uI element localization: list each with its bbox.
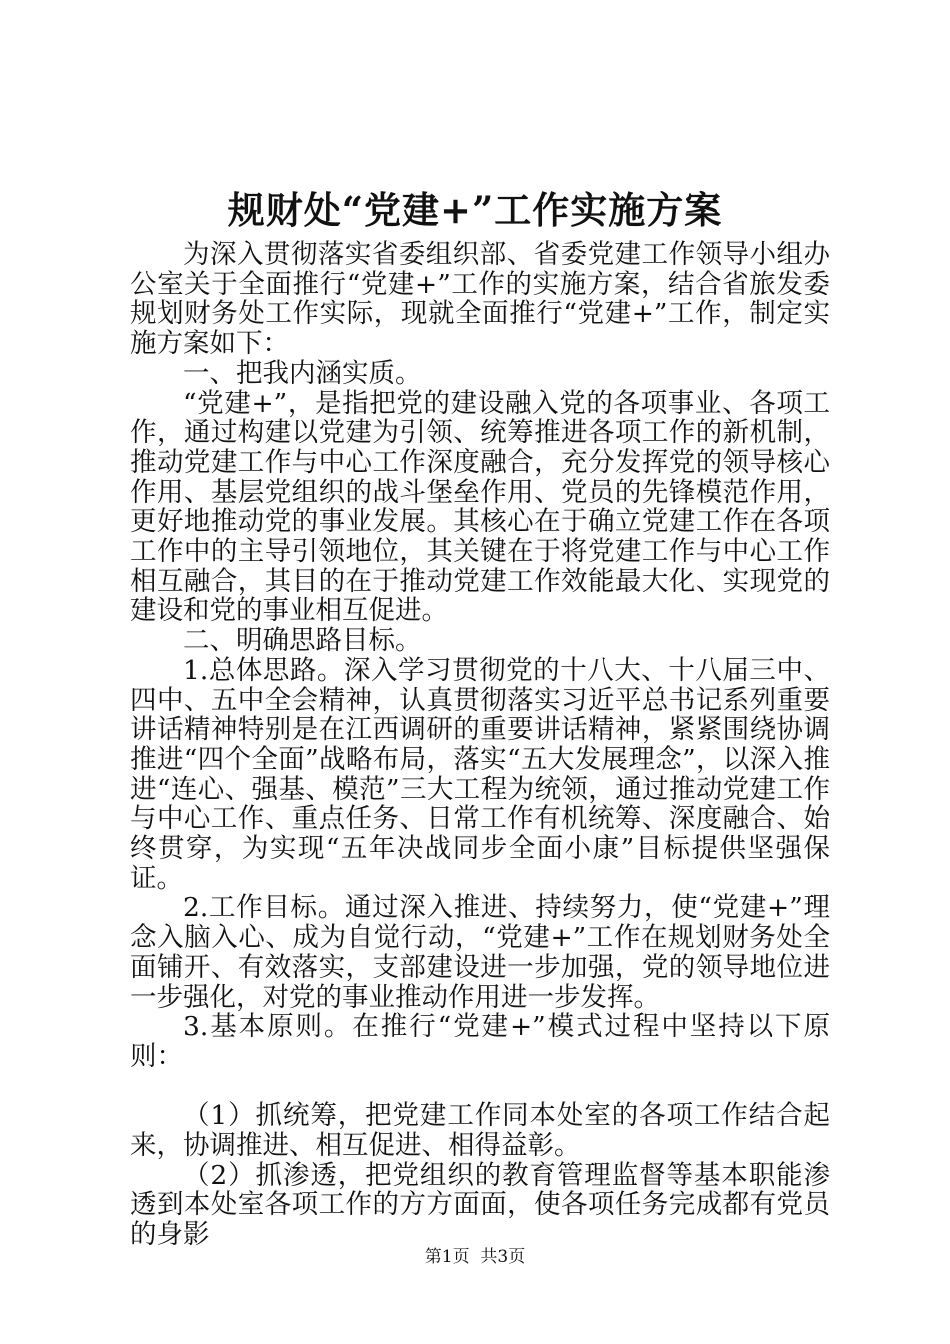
paragraph-intro: 为深入贯彻落实省委组织部、省委党建工作领导小组办公室关于全面推行“党建+”工作的实施方案，结合省旅发委规划财务处工作实际，现就全面推行“党建+”工作，制定实施方案如下： bbox=[130, 239, 830, 360]
paragraph-basic-principles: 3.基本原则。在推行“党建+”模式过程中坚持以下原则： bbox=[130, 1011, 830, 1072]
page-total: 共3页 bbox=[480, 1247, 526, 1267]
section-heading-1: 一、把我内涵实质。 bbox=[183, 357, 422, 389]
paragraph-principle-2: （2）抓渗透，把党组织的教育管理监督等基本职能渗透到本处室各项工作的方方面面，使各项任务完成都有党员的身影 bbox=[130, 1159, 830, 1251]
paragraph-overall-approach: 1.总体思路。深入学习贯彻党的十八大、十八届三中、四中、五中全会精神，认真贯彻落实习近平总书记系列重要讲话精神特别是在江西调研的重要讲话精神，紧紧围绕协调推进“四个全面”战略布局，落实“五大发展理念”，以深入推进“连心、强基、模范”三大工程为统领，通过推动党建工作与中心工作、重点任务、日常工作有机统筹、深度融合、始终贯穿，为实现“五年决战同步全面小康”目标提供坚强保证。 bbox=[130, 654, 830, 894]
paragraph-definition: “党建+”，是指把党的建设融入党的各项事业、各项工作，通过构建以党建为引领、统筹推进各项工作的新机制，推动党建工作与中心工作深度融合，充分发挥党的领导核心作用、基层党组织的战斗堡垒作用、党员的先锋模范作用，更好地推动党的事业发展。其核心在于确立党建工作在各项工作中的主导引领地位，其关键在于将党建工作与中心工作相互融合，其目的在于推动党建工作效能最大化、实现党的建设和党的事业相互促进。 bbox=[130, 387, 830, 627]
paragraph-principle-1: （1）抓统筹，把党建工作同本处室的各项工作结合起来，协调推进、相互促进、相得益彰。 bbox=[130, 1100, 830, 1162]
document-title: 规财处“党建+”工作实施方案 bbox=[227, 188, 723, 232]
page-footer bbox=[0, 1246, 950, 1268]
paragraph-work-goals: 2.工作目标。通过深入推进、持续努力，使“党建+”理念入脑入心、成为自觉行动，“党建+”工作在规划财务处全面铺开、有效落实，支部建设进一步加强，党的领导地位进一步强化，对党的事业推动作用进一步发挥。 bbox=[130, 892, 830, 1013]
page-number: 第1页 bbox=[424, 1247, 470, 1267]
section-heading-2: 二、明确思路目标。 bbox=[183, 625, 422, 657]
document-body bbox=[130, 240, 830, 1250]
